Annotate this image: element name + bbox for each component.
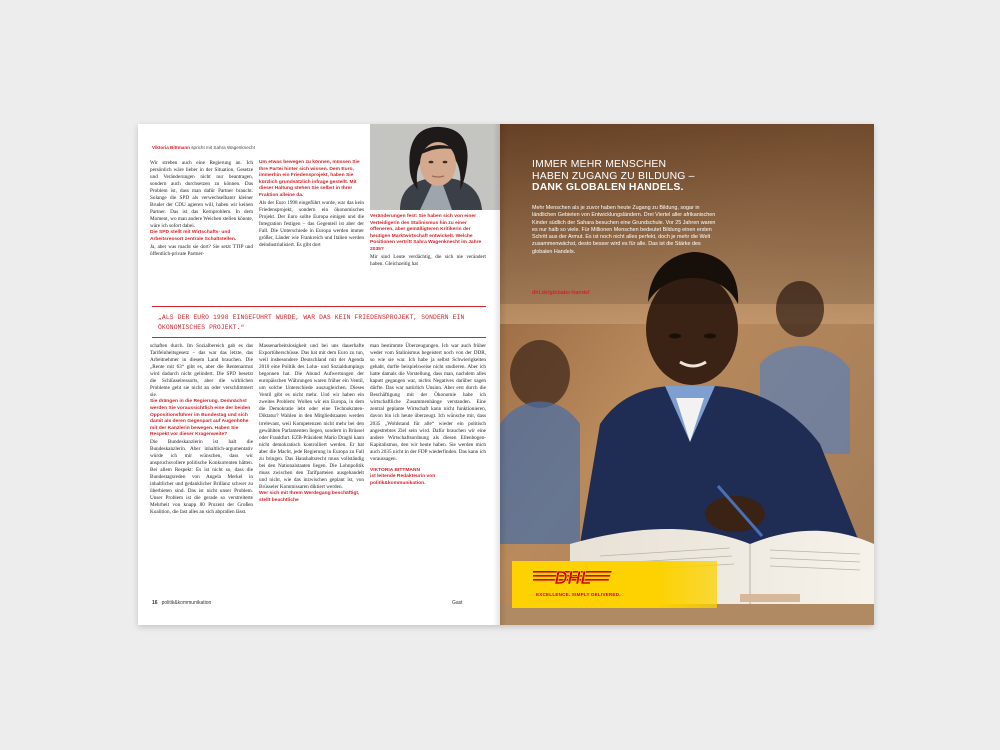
paragraph: schaften durch. Im Sozialbereich gab es das Tarifeinheitsgesetz – das war das letzte, das Arbeitnehmer in diesem Land brauchen. Die „Rente mit 63“ gibt es, aber die Rentenarmut wird dadurch nicht gelindert. Die SPD besetzt die Schlüsselressorts, aber die wirklichen Probleme geht sie nicht an oder verschlimmert sie. [150, 343, 253, 399]
column-1-top [150, 160, 253, 258]
paragraph: Massenarbeitslosigkeit und bei uns dauerhafte Exportüberschüsse. Das hat mit dem Euro zu tun, weil insbesondere Deutschland mit der Agenda 2010 eine Politik des Lohn- und Sozialdumpings begonnen hat. Die Abund Aufwertungen der europäischen Währungen waren früher ein Ventil, um solche Unterschiede auszugleichen. Dieses Ventil gibt es nicht mehr. Und wir haben ein zweites Problem: Wollen wir ein Europa, in dem die Demokratie lebt oder eine Technokraten-Diktatur? Wahlen in den Mitgliedstaaten werden irrelevant, weil Kompetenzen nicht mehr bei den gewählten Parlamenten liegen, sondern in Brüssel oder Frankfurt. EZB-Präsident Mario Draghi kann nicht demokratisch kontrolliert werden. Er hat aber die Macht, jede Regierung in Europa zu Fall zu bringen. Das Haushaltsrecht muss vollständig bei den Nationalstaaten liegen. Die Lohnpolitik muss zwischen den Tarifparteien ausgehandelt und nicht, wie das inzwischen geplant ist, von Brüsseler Kommissaren diktiert werden. [259, 343, 364, 490]
magazine-spread [138, 124, 874, 625]
interview-question: Um etwas bewegen zu können, müssen Sie Ihre Partei hinter sich wissen. Dem Euro, immerhin ein Friedensprojekt, haben Sie kürzlich grundsätzlich infrage gestellt. Mit dieser Haltung stehen Sie selbst in Ihrer Fraktion alleine da. [259, 160, 360, 198]
byline [152, 145, 255, 150]
section-label: Gast [452, 600, 463, 606]
author-name: VIKTORIA BITTMANN [370, 467, 420, 473]
dhl-logo-banner [512, 561, 717, 608]
ad-headline [532, 159, 762, 194]
pullquote: „ALS DER EURO 1998 EINGEFÜHRT WURDE, WAR DAS KEIN FRIEDENSPROJEKT, SONDERN EIN ÖKONOMISCHES PROJEKT.“ [158, 314, 465, 331]
column-2-bottom [259, 343, 364, 504]
ad-body-text: Mehr Menschen als je zuvor haben heute Zugang zu Bildung, sogar in ländlichen Gebieten von Entwicklungsländern. Drei Viertel aller afrikanischen Kinder südlich der Sahara besuchen eine Grundschule. Vor 25 Jahren waren es nur halb so viele. Für Millionen Menschen bedeutet Bildung einen ersten Schritt aus der Armut. Es ist noch nicht alles perfekt, doch je mehr die Welt zusammenwächst, desto besser wird es für alle. Das ist die Stärke des globalen Handels. [532, 205, 716, 255]
paragraph: Wir streben auch eine Regierung an. Ich persönlich wäre lieber in der Situation, Gesetze und Veränderungen nicht nur beantragen, sondern auch durchsetzen zu können. Das Problem ist, dass man dafür Partner braucht. Solange die SPD als verwechselbarer kleiner Bruder der CDU agieren will, haben wir keinen Partner. Das ist das Kernproblem. In dem Moment, wo man andere Weichen stellen könnte, wäre ich sofort dabei. [150, 160, 253, 230]
interview-question: Wer sich mit Ihrem Werdegang beschäftigt, stellt beachtliche [259, 490, 360, 503]
interview-question: Veränderungen fest: Sie haben sich von einer Verteidigerin des Stalinismus hin zu einer offeneren, aber gemäßigteren Kritikerin der heutigen Marktwirtschaft entwickelt. Welche Positionen vertritt Sahra Wagenknecht im Jahre 2035? [370, 214, 482, 252]
dhl-tagline: EXCELLENCE. SIMPLY DELIVERED. [536, 592, 621, 597]
dhl-logo-icon [533, 567, 613, 589]
right-page-dhl-ad [500, 124, 874, 625]
column-3-top [370, 214, 486, 268]
paragraph: Als der Euro 1998 eingeführt wurde, war das kein Friedensprojekt, sondern ein ökonomisches Projekt. Der Euro sollte Europa einigen und die Integration festigen – das Gegenteil ist aber der Fall. Die Unterschiede in Europa werden immer größer, Länder wie Frankreich und Italien werden deindustrialisiert. Es gibt dort [259, 199, 364, 248]
headline-line-2: HABEN ZUGANG ZU BILDUNG – [532, 170, 695, 182]
paragraph: Mir sind Leute verdächtig, die sich nie verändert haben. Gleichzeitig hat [370, 253, 486, 267]
byline-rest: spricht mit Sahra Wagenknecht [189, 145, 255, 150]
paragraph: Die Bundeskanzlerin ist halt die Bundeskanzlerin. Aber inhaltlich-argumentativ würde ich mir wünschen, dass wir anspruchsvollere politische Konkurrenten hätten. Bei allem Respekt: Es ist nicht so, dass die Bundestagsreden von Angela Merkel in inhaltlicher und gedanklicher Brillanz schwer zu überbieten sind. Das ist nicht unser Problem. Unser Problem ist die gerade so verstreiterte Mehrheit von knapp 80 Prozent der Großen Koalition, die fast alles an sich abprallen lässt. [150, 438, 253, 516]
left-page-interview [138, 124, 500, 625]
page-number: 16 [152, 600, 158, 606]
dhl-logo-text: DHL [554, 568, 592, 588]
pullquote-rule-bottom [152, 337, 486, 338]
headline-line-bold: DANK GLOBALEN HANDELS. [532, 182, 684, 194]
interview-question: Sie drängen in die Regierung. Demnächst werden Sie voraussichtlich eine der beiden Oppositionsführer im Bundestag und sich damit als deren Gegenpart auf Augenhöhe mit der Kanzlerin bewegen. Haben Sie Respekt vor dieser Kragenweite? [150, 399, 251, 438]
ad-url-link[interactable]: dhl.de/globaler-handel [532, 290, 590, 296]
portrait-photo [370, 124, 500, 210]
paragraph: Ja, aber was macht sie dort? Sie setzt TTIP und öffentlich-private Partner- [150, 243, 253, 257]
author-description: ist leitende Redakteurin von politik&kommunikation. [370, 474, 436, 486]
magazine-name: politik&kommunikation [161, 600, 212, 606]
byline-author: Viktoria Bittmann [152, 145, 190, 150]
interview-question: Die SPD stellt mit Wirtschafts- und Arbeitsressort zentrale Schaltstellen. [150, 230, 237, 243]
column-3-bottom [370, 343, 486, 488]
page-footer-left [152, 600, 211, 606]
pullquote-rule-top [152, 306, 486, 307]
column-1-bottom [150, 343, 253, 516]
headline-line-1: IMMER MEHR MENSCHEN [532, 159, 667, 170]
column-2-top [259, 160, 364, 249]
classroom-photo [500, 124, 874, 625]
paragraph: man bestimmte Überzeugungen. Ich war auch früher weder vom Stalinismus begeistert noch von der DDR, so wie sie war. Ich habe ja selbst Schwierigkeiten gehabt, durfte beispielsweise nicht studieren. Aber ich hatte damals die Vorstellung, dass man, nachdem alles kaputt gegangen war, nichts Negatives darüber sagen dürfte. Das war natürlich Unsinn. Aber erst durch die Beschäftigung mit der Ökonomie habe ich wirtschaftliche Zusammenhänge verstanden. Eine zentral geplante Wirtschaft kann nicht funktionieren, davon bin ich heute überzeugt. Ich wünsche mir, dass 2035 „Wohlstand für alle“ wieder ein politisch angestrebtes Ziel sein wird. Dafür brauchen wir eine andere Wirtschaftsordnung als diesen Ellenbogen-Kapitalismus, den wir heute haben. Sie werden mich auch 2035 nicht in der FDP wiederfinden. Das kann ich voraussagen. [370, 343, 486, 462]
portrait-illustration [370, 124, 500, 210]
